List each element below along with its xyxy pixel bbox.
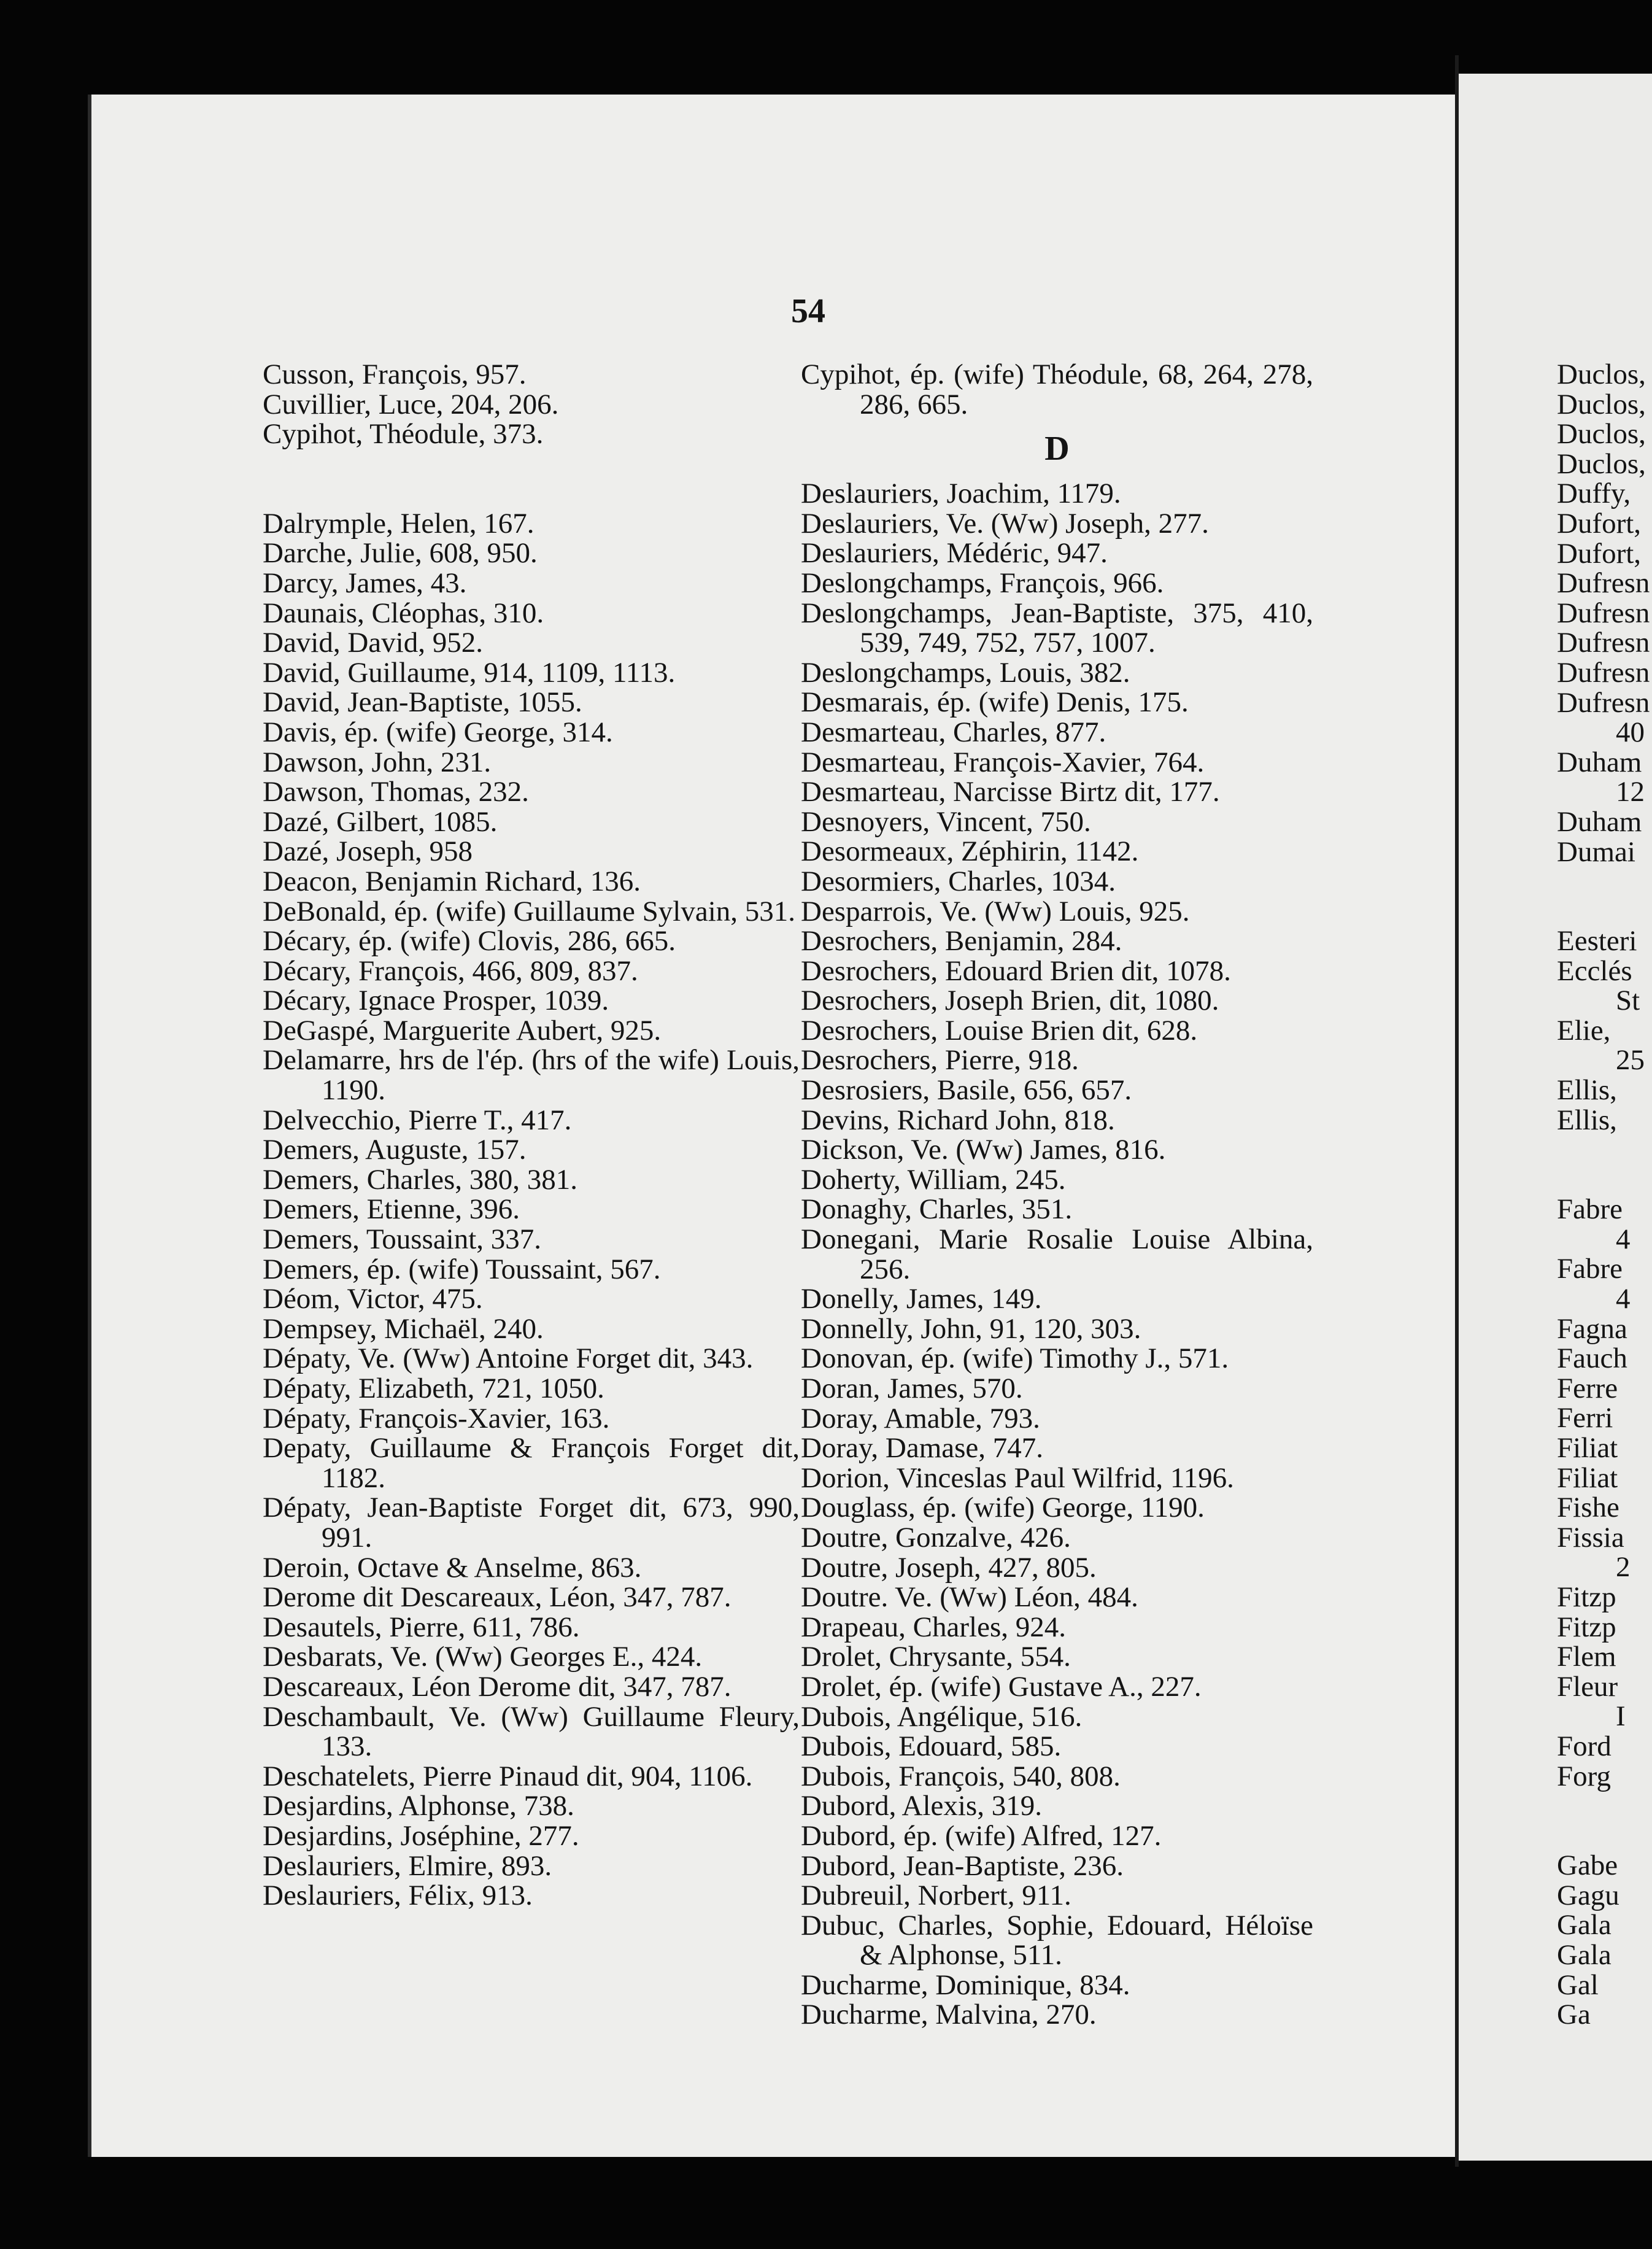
index-entry-fragment: Elie, [1557, 1014, 1611, 1047]
index-entry: Darche, Julie, 608, 950. [263, 537, 538, 570]
index-entry: Cuvillier, Luce, 204, 206. [263, 388, 559, 420]
index-entry: Doutre. Ve. (Ww) Léon, 484. [801, 1581, 1138, 1614]
index-entry: Desrosiers, Basile, 656, 657. [801, 1074, 1132, 1107]
index-entry-fragment: Fissia [1557, 1521, 1624, 1554]
index-entry: Déom, Victor, 475. [263, 1283, 483, 1315]
index-entry: Deschambault, Ve. (Ww) Guillaume Fleury, 133. [263, 1700, 800, 1763]
index-entry-fragment: 12 [1616, 776, 1645, 808]
index-entry-fragment: Dufresn [1557, 627, 1650, 659]
index-entry: David, Guillaume, 914, 1109, 1113. [263, 656, 676, 689]
index-entry-fragment: I [1616, 1700, 1626, 1733]
index-entry: Desjardins, Joséphine, 277. [263, 1819, 579, 1852]
index-entry: Dubuc, Charles, Sophie, Edouard, Héloïse & Alphonse, 511. [801, 1909, 1313, 1972]
index-entry: Desmarteau, Charles, 877. [801, 716, 1106, 748]
index-entry: Doray, Amable, 793. [801, 1402, 1040, 1434]
index-entry: Desmarais, ép. (wife) Denis, 175. [801, 686, 1189, 719]
index-entry: Demers, Auguste, 157. [263, 1134, 527, 1166]
index-entry-fragment: Filiat [1557, 1461, 1618, 1494]
index-entry-fragment: Fitzp [1557, 1581, 1616, 1613]
index-entry: Dubois, François, 540, 808. [801, 1760, 1121, 1792]
index-entry: Ducharme, Dominique, 834. [801, 1968, 1130, 2001]
index-entry: Desrochers, Edouard Brien dit, 1078. [801, 954, 1231, 987]
index-entry-fragment: Duham [1557, 805, 1642, 838]
index-entry: Doutre, Gonzalve, 426. [801, 1521, 1071, 1554]
index-entry-fragment: Fleur [1557, 1670, 1618, 1703]
index-entry: Desrochers, Benjamin, 284. [801, 925, 1122, 958]
index-entry: Cypihot, Théodule, 373. [263, 418, 544, 451]
index-entry: Deslauriers, Elmire, 893. [263, 1849, 552, 1882]
index-entry-fragment: Fishe [1557, 1492, 1619, 1524]
index-entry: Desormiers, Charles, 1034. [801, 865, 1116, 897]
index-entry-fragment: 2 [1616, 1551, 1631, 1584]
index-entry-fragment: 4 [1616, 1223, 1631, 1255]
index-entry: Doutre, Joseph, 427, 805. [801, 1551, 1097, 1584]
index-entry: Dubord, Jean-Baptiste, 236. [801, 1849, 1124, 1882]
index-entry-fragment: Fabre [1557, 1253, 1623, 1285]
index-entry: Descareaux, Léon Derome dit, 347, 787. [263, 1670, 731, 1703]
index-entry-fragment: 4 [1616, 1283, 1631, 1315]
index-entry-fragment: Duffy, [1557, 478, 1631, 510]
index-entry-fragment: 40 [1616, 716, 1645, 749]
index-entry: Donelly, James, 149. [801, 1283, 1042, 1315]
index-entry: Delvecchio, Pierre T., 417. [263, 1104, 572, 1136]
index-entry: David, Jean-Baptiste, 1055. [263, 686, 582, 719]
index-entry: DeBonald, ép. (wife) Guillaume Sylvain, 531. [263, 895, 796, 927]
index-entry: Dalrymple, Helen, 167. [263, 507, 535, 540]
index-entry-fragment: Dufresn [1557, 567, 1650, 600]
index-entry: Dépaty, François-Xavier, 163. [263, 1402, 610, 1434]
index-entry: Deacon, Benjamin Richard, 136. [263, 865, 641, 897]
index-entry: Demers, Charles, 380, 381. [263, 1163, 577, 1196]
index-entry: Décary, Ignace Prosper, 1039. [263, 985, 609, 1017]
index-entry: Demers, Etienne, 396. [263, 1193, 520, 1226]
index-entry-fragment: Fabre [1557, 1193, 1623, 1226]
index-entry: Donaghy, Charles, 351. [801, 1193, 1073, 1226]
index-entry-fragment: Fagna [1557, 1312, 1627, 1345]
index-entry: Demers, Toussaint, 337. [263, 1223, 542, 1256]
index-entry: Dorion, Vinceslas Paul Wilfrid, 1196. [801, 1461, 1234, 1494]
index-entry-fragment: Dufort, [1557, 507, 1642, 540]
index-entry: Desbarats, Ve. (Ww) Georges E., 424. [263, 1641, 703, 1673]
index-entry: Dubois, Angélique, 516. [801, 1700, 1083, 1733]
index-entry: Dubord, ép. (wife) Alfred, 127. [801, 1819, 1162, 1852]
index-entry: Dazé, Gilbert, 1085. [263, 805, 498, 838]
index-entry: Deroin, Octave & Anselme, 863. [263, 1551, 642, 1584]
index-entry: Dawson, Thomas, 232. [263, 776, 529, 808]
index-entry-fragment: Filiat [1557, 1432, 1618, 1464]
index-entry-fragment: Eesteri [1557, 925, 1637, 958]
index-entry: Deslauriers, Médéric, 947. [801, 537, 1108, 570]
index-entry-fragment: Fauch [1557, 1342, 1627, 1375]
index-entry-fragment: Ga [1557, 1999, 1591, 2030]
index-entry-fragment: Dufresn [1557, 656, 1650, 689]
index-entry: Dépaty, Jean-Baptiste Forget dit, 673, 990, 991. [263, 1492, 800, 1554]
index-entry: Doray, Damase, 747. [801, 1432, 1044, 1465]
index-entry: Dawson, John, 231. [263, 746, 492, 778]
index-entry: Dazé, Joseph, 958 [263, 835, 473, 868]
section-letter: D [1044, 430, 1070, 468]
index-entry-fragment: Forg [1557, 1760, 1611, 1792]
index-entry-fragment: Gala [1557, 1909, 1611, 1941]
index-entry-fragment: Duclos, [1557, 360, 1646, 390]
index-entry-fragment: 25 [1616, 1044, 1645, 1077]
index-entry: Cusson, François, 957. [263, 358, 527, 390]
index-entry: Dépaty, Ve. (Ww) Antoine Forget dit, 343. [263, 1342, 754, 1375]
index-entry: Demers, ép. (wife) Toussaint, 567. [263, 1253, 661, 1285]
index-entry: Devins, Richard John, 818. [801, 1104, 1115, 1136]
index-entry: Depaty, Guillaume & François Forget dit, 1182. [263, 1432, 800, 1494]
index-entry-fragment: St [1616, 985, 1640, 1017]
index-entry-fragment: Ferri [1557, 1402, 1613, 1434]
index-entry: Dempsey, Michaël, 240. [263, 1312, 544, 1345]
index-entry-fragment: Flem [1557, 1641, 1616, 1673]
index-entry: Deslongchamps, Louis, 382. [801, 656, 1130, 689]
index-entry: Doran, James, 570. [801, 1372, 1023, 1404]
index-entry-fragment: Gagu [1557, 1879, 1619, 1911]
index-entry: Décary, ép. (wife) Clovis, 286, 665. [263, 925, 676, 958]
index-entry: Cypihot, ép. (wife) Théodule, 68, 264, 278, 286, 665. [801, 358, 1313, 420]
index-entry: Deslauriers, Ve. (Ww) Joseph, 277. [801, 507, 1209, 540]
index-entry: Desrochers, Pierre, 918. [801, 1044, 1079, 1077]
index-entry-fragment: Ellis, [1557, 1074, 1617, 1107]
index-entry: Darcy, James, 43. [263, 567, 467, 599]
index-entry: Donnelly, John, 91, 120, 303. [801, 1312, 1141, 1345]
index-entry-fragment: Gala [1557, 1938, 1611, 1971]
index-entry: Deslauriers, Joachim, 1179. [801, 478, 1121, 510]
index-entry-fragment: Gal [1557, 1968, 1599, 2001]
index-column-left [263, 360, 800, 1911]
index-entry: Douglass, ép. (wife) George, 1190. [801, 1492, 1205, 1524]
index-entry: Dubord, Alexis, 319. [801, 1790, 1042, 1822]
index-entry-fragment: Ecclés [1557, 954, 1632, 987]
index-entry: Drolet, ép. (wife) Gustave A., 227. [801, 1670, 1202, 1703]
index-entry: Desrochers, Louise Brien dit, 628. [801, 1014, 1198, 1047]
index-entry-fragment: Ferre [1557, 1372, 1618, 1404]
index-column-right-cropped [1557, 360, 1652, 2030]
page-number: 54 [791, 292, 825, 330]
index-entry: David, David, 952. [263, 627, 483, 659]
index-entry: Doherty, William, 245. [801, 1163, 1066, 1196]
index-entry: Dubois, Edouard, 585. [801, 1730, 1062, 1763]
index-entry: Derome dit Descareaux, Léon, 347, 787. [263, 1581, 731, 1614]
index-entry: Desormeaux, Zéphirin, 1142. [801, 835, 1139, 868]
index-entry: Desmarteau, François-Xavier, 764. [801, 746, 1205, 778]
index-entry: Desnoyers, Vincent, 750. [801, 805, 1091, 838]
index-entry: Davis, ép. (wife) George, 314. [263, 716, 613, 748]
index-entry: Dickson, Ve. (Ww) James, 816. [801, 1134, 1166, 1166]
index-entry: Donovan, ép. (wife) Timothy J., 571. [801, 1342, 1229, 1375]
index-entry-fragment: Duclos, [1557, 418, 1646, 451]
index-entry-fragment: Duclos, [1557, 388, 1646, 420]
index-entry: Desrochers, Joseph Brien, dit, 1080. [801, 985, 1219, 1017]
index-entry: Ducharme, Malvina, 270. [801, 1999, 1097, 2031]
index-entry: Desautels, Pierre, 611, 786. [263, 1611, 580, 1643]
index-entry-fragment: Gabe [1557, 1849, 1618, 1882]
index-entry: Dépaty, Elizabeth, 721, 1050. [263, 1372, 604, 1404]
index-entry: Deschatelets, Pierre Pinaud dit, 904, 1106. [263, 1760, 753, 1792]
index-entry-fragment: Duham [1557, 746, 1642, 778]
index-entry: Delamarre, hrs de l'ép. (hrs of the wife) Louis, 1190. [263, 1044, 800, 1107]
index-entry-fragment: Ford [1557, 1730, 1611, 1762]
index-entry: DeGaspé, Marguerite Aubert, 925. [263, 1014, 662, 1047]
index-entry: Daunais, Cléophas, 310. [263, 597, 544, 629]
index-entry: Décary, François, 466, 809, 837. [263, 954, 638, 987]
index-entry: Deslongchamps, François, 966. [801, 567, 1164, 599]
index-entry: Dubreuil, Norbert, 911. [801, 1879, 1071, 1912]
index-entry-fragment: Dufresn [1557, 686, 1650, 719]
index-entry-fragment: Dufort, [1557, 537, 1642, 570]
index-entry: Donegani, Marie Rosalie Louise Albina, 256. [801, 1223, 1313, 1285]
index-entry-fragment: Dufresn [1557, 597, 1650, 629]
index-entry: Deslauriers, Félix, 913. [263, 1879, 533, 1912]
index-entry: Drapeau, Charles, 924. [801, 1611, 1066, 1643]
index-entry-fragment: Fitzp [1557, 1611, 1616, 1643]
index-entry: Desjardins, Alphonse, 738. [263, 1790, 574, 1822]
index-entry-fragment: Dumai [1557, 835, 1635, 868]
index-entry-fragment: Duclos, [1557, 447, 1646, 480]
index-entry-fragment: Ellis, [1557, 1104, 1617, 1136]
index-column-middle [801, 360, 1313, 2030]
index-entry: Desparrois, Ve. (Ww) Louis, 925. [801, 895, 1190, 927]
index-entry: Desmarteau, Narcisse Birtz dit, 177. [801, 776, 1220, 808]
index-entry: Drolet, Chrysante, 554. [801, 1641, 1071, 1673]
index-entry: Deslongchamps, Jean-Baptiste, 375, 410, 539, 749, 752, 757, 1007. [801, 597, 1313, 659]
